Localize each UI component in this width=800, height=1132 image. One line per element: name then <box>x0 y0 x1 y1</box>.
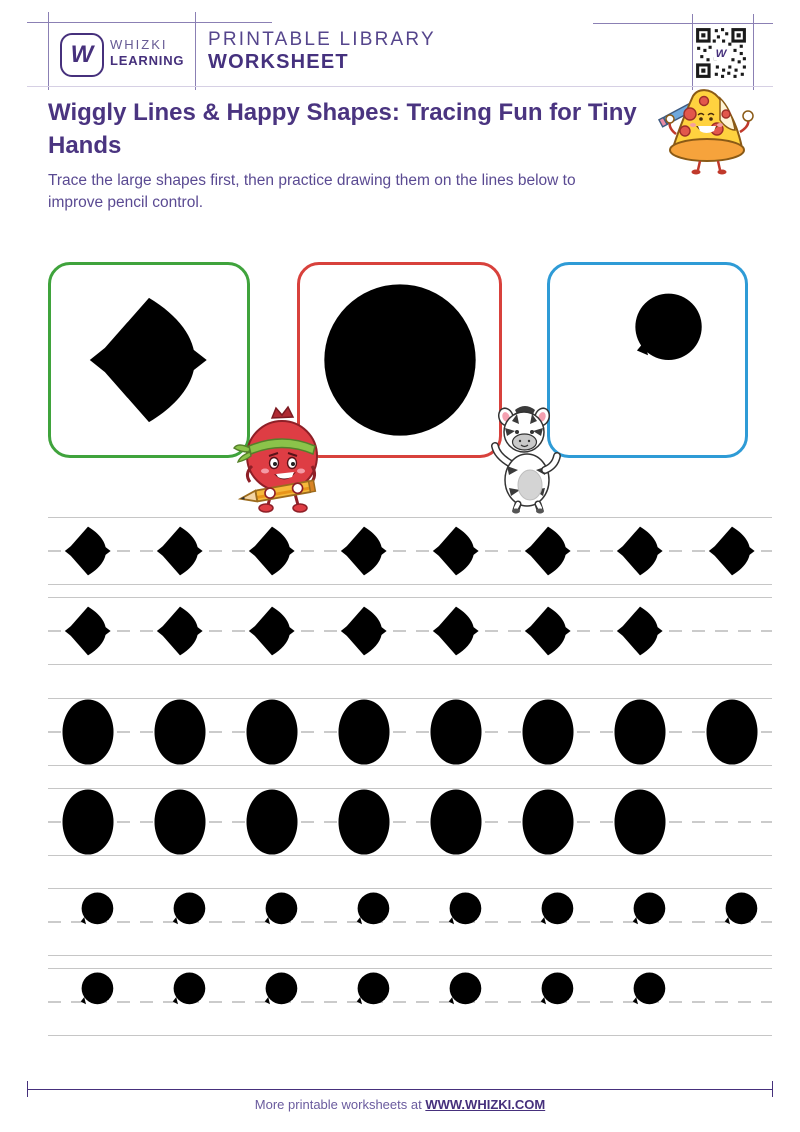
practice-row <box>48 597 772 665</box>
balloon-wand-shape <box>569 281 727 439</box>
trace-shape-sad-face <box>335 695 393 769</box>
trace-shape-balloon-wand <box>410 969 498 1035</box>
trace-shape-balloon-wand <box>134 889 222 955</box>
trace-shape-balloon-wand <box>42 969 130 1035</box>
trace-shape-sad-face <box>427 785 485 859</box>
trace-shape-balloon-wand <box>318 969 406 1035</box>
crop-mark <box>27 1081 28 1097</box>
trace-shape-bow-arrow <box>334 602 394 660</box>
practice-row <box>48 788 772 856</box>
trace-shape-sad-face <box>611 695 669 769</box>
svg-text:W: W <box>715 48 727 61</box>
footer-label: More printable worksheets at <box>254 1097 422 1112</box>
qr-code-icon <box>694 26 748 80</box>
library-label: PRINTABLE LIBRARY <box>208 29 436 50</box>
trace-shape-bow-arrow <box>242 602 302 660</box>
practice-row <box>48 968 772 1036</box>
crop-mark <box>195 12 196 90</box>
trace-shape-bow-arrow <box>426 522 486 580</box>
trace-shape-sad-face <box>519 785 577 859</box>
trace-shape-sad-face <box>59 695 117 769</box>
footer-text <box>0 1097 800 1112</box>
trace-box-balloon-wand <box>547 262 748 458</box>
trace-shape-balloon-wand <box>502 969 590 1035</box>
trace-shape-balloon-wand <box>226 889 314 955</box>
trace-shape-bow-arrow <box>426 602 486 660</box>
practice-row <box>48 888 772 956</box>
trace-shape-sad-face <box>59 785 117 859</box>
logo-letter: W <box>70 41 94 68</box>
crop-mark <box>27 22 272 23</box>
trace-shape-sad-face <box>243 785 301 859</box>
practice-row <box>48 517 772 585</box>
trace-shape-bow-arrow <box>610 602 670 660</box>
zebra-mascot-icon <box>487 404 563 514</box>
trace-shape-bow-arrow <box>702 522 762 580</box>
footer-link[interactable]: WWW.WHIZKI.COM <box>425 1097 546 1112</box>
trace-shape-bow-arrow <box>242 522 302 580</box>
trace-shape-balloon-wand <box>226 969 314 1035</box>
trace-shape-bow-arrow <box>150 522 210 580</box>
trace-shape-balloon-wand <box>318 889 406 955</box>
trace-shape-bow-arrow <box>518 602 578 660</box>
footer-divider <box>27 1089 773 1090</box>
trace-shape-sad-face <box>335 785 393 859</box>
trace-shape-balloon-wand <box>134 969 222 1035</box>
crop-mark <box>692 14 693 90</box>
crop-mark <box>48 12 49 90</box>
trace-shape-balloon-wand <box>594 889 682 955</box>
crop-mark <box>593 23 773 24</box>
trace-shape-balloon-wand <box>42 889 130 955</box>
trace-shape-bow-arrow <box>610 522 670 580</box>
pomegranate-mascot-icon <box>230 404 334 518</box>
crop-mark <box>772 1081 773 1097</box>
brand-name: WHIZKI <box>110 37 168 52</box>
trace-shape-balloon-wand <box>594 969 682 1035</box>
crop-mark <box>753 14 754 90</box>
trace-shape-sad-face <box>427 695 485 769</box>
trace-shape-balloon-wand <box>502 889 590 955</box>
trace-shape-bow-arrow <box>58 522 118 580</box>
trace-shape-balloon-wand <box>410 889 498 955</box>
trace-shape-sad-face <box>151 695 209 769</box>
practice-row <box>48 698 772 766</box>
trace-shape-sad-face <box>519 695 577 769</box>
worksheet-label: WORKSHEET <box>208 51 349 73</box>
whizki-logo-icon <box>60 33 104 77</box>
trace-shape-bow-arrow <box>334 522 394 580</box>
bow-arrow-shape <box>75 286 223 434</box>
pizza-mascot-icon <box>660 86 760 176</box>
trace-shape-sad-face <box>611 785 669 859</box>
trace-shape-sad-face <box>151 785 209 859</box>
worksheet-instructions: Trace the large shapes first, then practice drawing them on the lines below to improve pencil control. <box>48 172 576 212</box>
trace-shape-sad-face <box>243 695 301 769</box>
trace-shape-sad-face <box>703 695 761 769</box>
page-title: Wiggly Lines & Happy Shapes: Tracing Fun for Tiny Hands <box>48 99 637 160</box>
sad-face-shape <box>314 274 486 446</box>
trace-shape-bow-arrow <box>58 602 118 660</box>
trace-shape-bow-arrow <box>518 522 578 580</box>
trace-shape-balloon-wand <box>686 889 774 955</box>
trace-shape-bow-arrow <box>150 602 210 660</box>
trace-box-bow-arrow <box>48 262 250 458</box>
brand-sub: LEARNING <box>110 53 185 68</box>
